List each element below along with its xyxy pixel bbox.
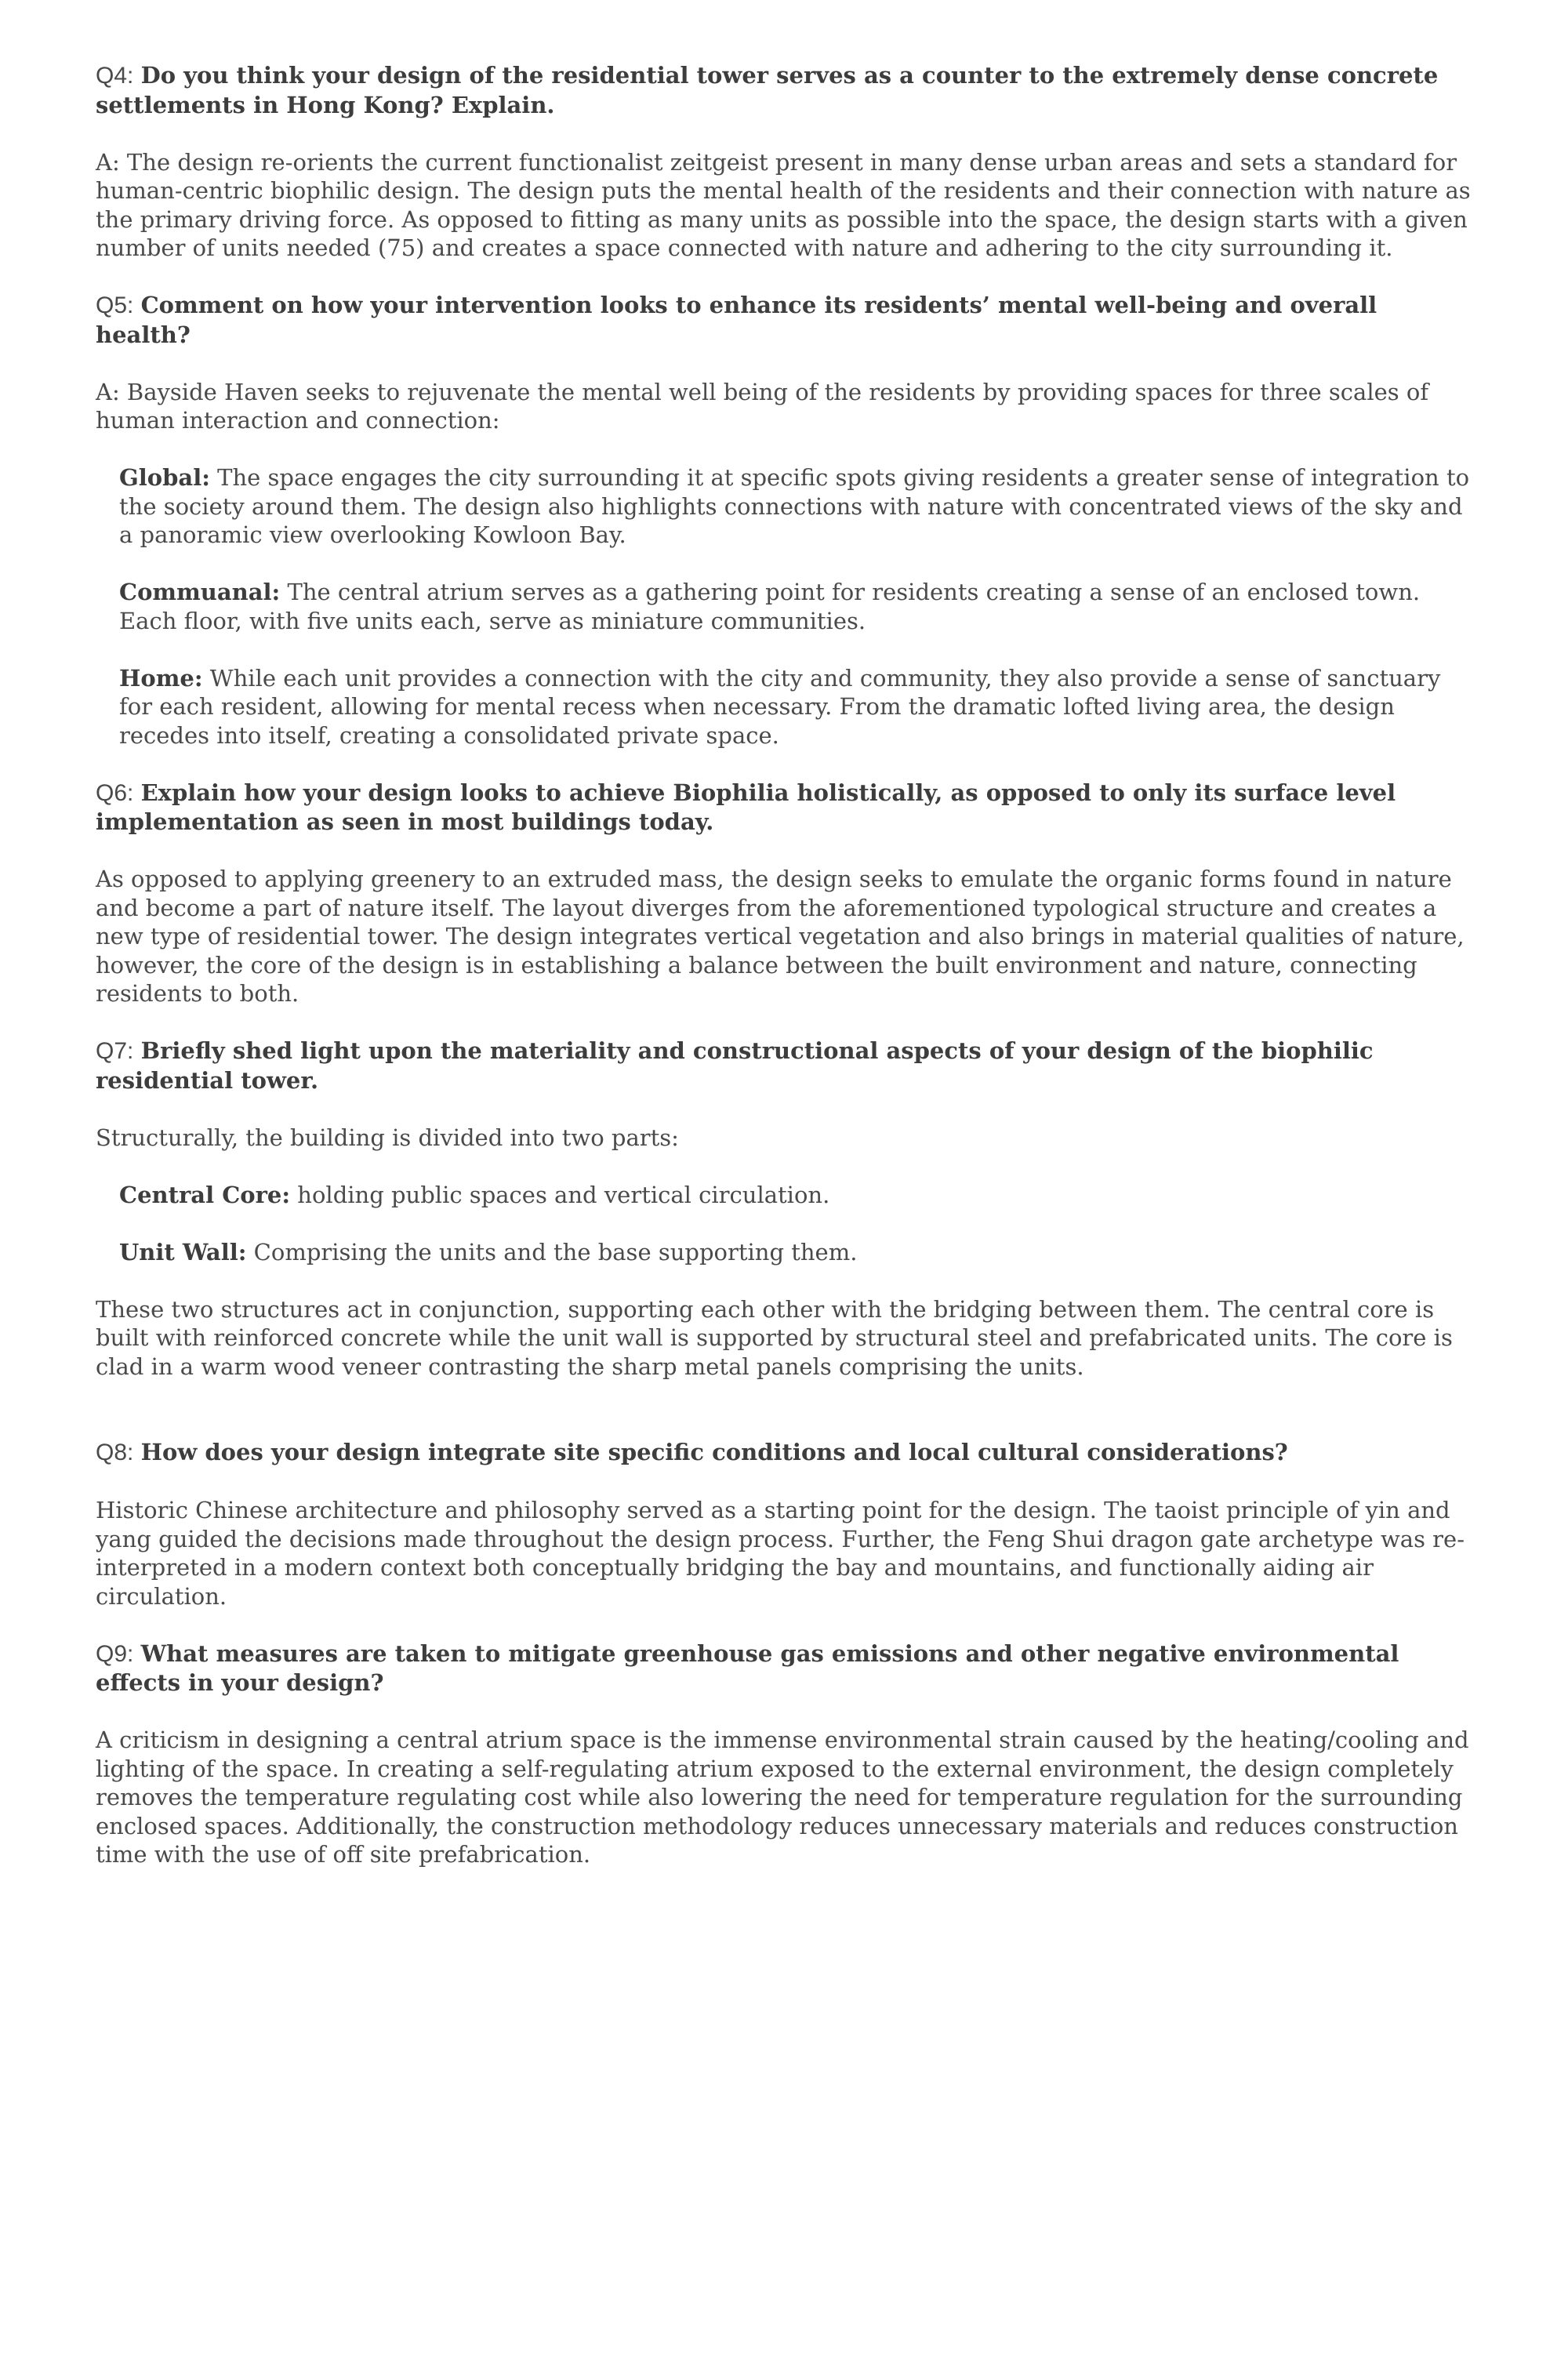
part-term: Central Core: — [119, 1181, 291, 1208]
question-text: Comment on how your intervention looks to enhance its residents’ mental well-being and overall health? — [96, 292, 1377, 348]
question-text: How does your design integrate site specific conditions and local cultural considerations? — [140, 1439, 1288, 1465]
question-q4 — [96, 61, 1475, 119]
question-text: Explain how your design looks to achieve Biophilia holistically, as opposed to only its surface level implementation as seen in most buildings today. — [96, 779, 1396, 835]
scale-text: The central atrium serves as a gathering point for residents creating a sense of an enclosed town. Each floor, with five units each, serve as miniature communities. — [119, 579, 1421, 634]
scale-term: Home: — [119, 664, 203, 692]
scale-term: Global: — [119, 464, 210, 491]
answer-q8: Historic Chinese architecture and philosophy served as a starting point for the design. The taoist principle of yin and yang guided the decisions made throughout the design process. Further, the Feng Shui dragon gate archetype was re-interpreted in a modern context both conceptually bridging the bay and mountains, and functionally aiding air circulation. — [96, 1497, 1465, 1610]
part-text: holding public spaces and vertical circulation. — [290, 1181, 830, 1208]
scale-home — [96, 664, 1475, 750]
answer-q5: A: Bayside Haven seeks to rejuvenate the mental well being of the residents by providing spaces for three scales of human interaction and connection: — [96, 378, 1429, 434]
scale-text: The space engages the city surrounding it at specific spots giving residents a greater sense of integration to the society around them. The design also highlights connections with nature with concentrated views of the sky and a panoramic view overlooking Kowloon Bay. — [119, 464, 1470, 548]
scale-term: Commuanal: — [119, 579, 281, 605]
part-central-core — [96, 1181, 1475, 1210]
question-q6 — [96, 779, 1475, 837]
question-text: Briefly shed light upon the materiality and constructional aspects of your design of the biophilic residential tower. — [96, 1037, 1374, 1094]
question-label: Q7: — [96, 1038, 134, 1064]
document-page — [96, 61, 1475, 1897]
answer-q9: A criticism in designing a central atrium space is the immense environmental strain caused by the heating/cooling and lighting of the space. In creating a self-regulating atrium exposed to the external environment, the design completely removes the temperature regulating cost while also lowering the need for temperature regulation for the surrounding enclosed spaces. Additionally, the construction methodology reduces unnecessary materials and reduces construction time with the use of off site prefabrication. — [96, 1727, 1469, 1868]
scale-global — [96, 463, 1475, 550]
answer-q7: These two structures act in conjunction, supporting each other with the bridging between them. The central core is built with reinforced concrete while the unit wall is supported by structural steel and prefabricated units. The core is clad in a warm wood veneer contrasting the sharp metal panels comprising the units. — [96, 1295, 1453, 1380]
question-text: Do you think your design of the residential tower serves as a counter to the extremely dense concrete settlements in Hong Kong? Explain. — [96, 62, 1439, 118]
scale-text: While each unit provides a connection with the city and community, they also provide a sense of sanctuary for each resident, allowing for mental recess when necessary. From the dramatic lofted living area, the design recedes into itself, creating a consolidated private space. — [119, 664, 1441, 749]
question-q9 — [96, 1639, 1475, 1698]
part-unit-wall — [96, 1238, 1475, 1267]
question-label: Q8: — [96, 1440, 134, 1465]
question-label: Q4: — [96, 63, 134, 89]
answer-q6: As opposed to applying greenery to an extruded mass, the design seeks to emulate the organic forms found in nature and become a part of nature itself. The layout diverges from the aforementioned typological structure and creates a new type of residential tower. The design integrates vertical vegetation and also brings in material qualities of nature, however, the core of the design is in establishing a balance between the built environment and nature, connecting residents to both. — [96, 866, 1465, 1007]
question-label: Q5: — [96, 292, 134, 318]
scale-communal — [96, 578, 1475, 635]
question-text: What measures are taken to mitigate greenhouse gas emissions and other negative environmental effects in your design? — [96, 1639, 1399, 1696]
question-q8 — [96, 1438, 1475, 1468]
question-label: Q9: — [96, 1640, 134, 1667]
answer-q7-intro: Structurally, the building is divided into two parts: — [96, 1124, 679, 1151]
part-term: Unit Wall: — [119, 1238, 247, 1265]
question-q7 — [96, 1037, 1475, 1095]
answer-q4: A: The design re-orients the current functionalist zeitgeist present in many dense urban areas and sets a standard for human-centric biophilic design. The design puts the mental health of the residents and their connection with nature as the primary driving force. As opposed to fitting as many units as possible into the space, the design starts with a given number of units needed (75) and creates a space connected with nature and adhering to the city surrounding it. — [96, 148, 1471, 261]
part-text: Comprising the units and the base supporting them. — [246, 1238, 858, 1265]
question-q5 — [96, 291, 1475, 349]
question-label: Q6: — [96, 779, 134, 806]
